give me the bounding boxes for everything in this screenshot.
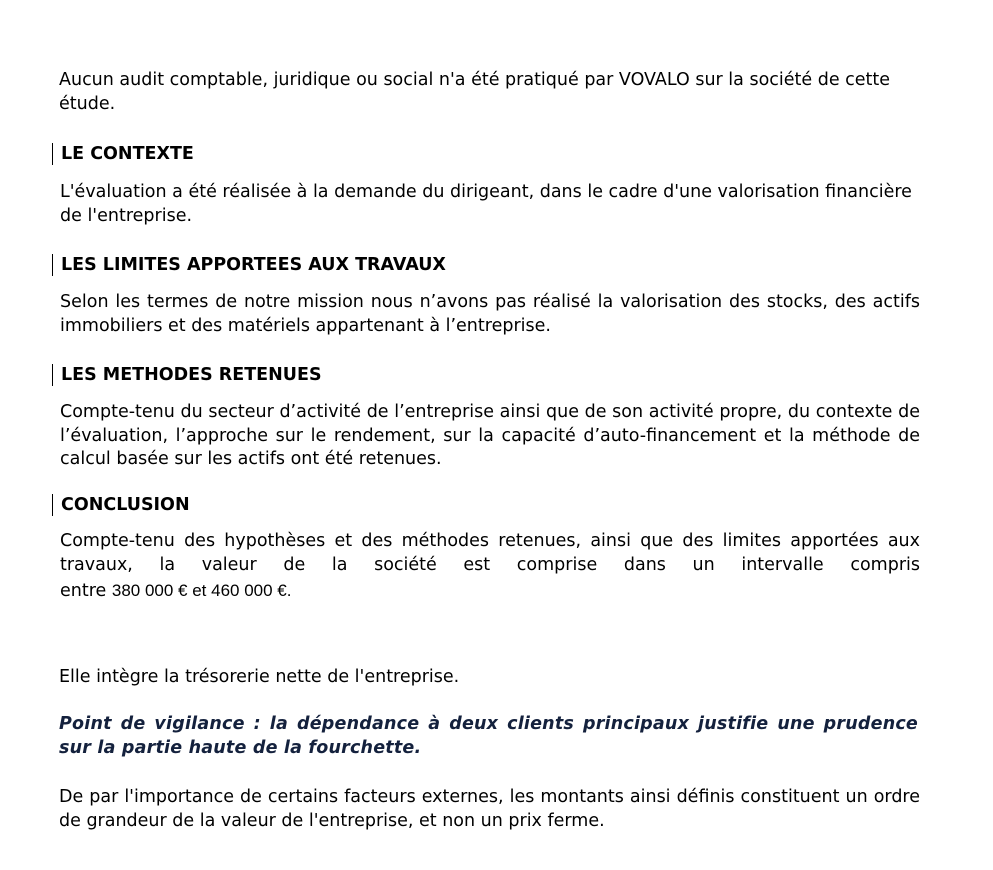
treasury-note: Elle intègre la trésorerie nette de l'entreprise. xyxy=(59,667,460,687)
section-body-conclusion: Compte-tenu des hypothèses et des méthodes retenues, ainsi que des limites apportées aux travaux, la valeur de la société est comprise dans un intervalle compris xyxy=(60,531,920,575)
section-heading-limites: LES LIMITES APPORTEES AUX TRAVAUX xyxy=(52,254,446,276)
section-body-limites: Selon les termes de notre mission nous n’avons pas réalisé la valorisation des stocks, des actifs immobiliers et des matériels appartenant à l’entreprise. xyxy=(60,292,920,336)
section-heading-conclusion: CONCLUSION xyxy=(52,494,190,516)
section-body-contexte: L'évaluation a été réalisée à la demande du dirigeant, dans le cadre d'une valorisation financière de l'entreprise. xyxy=(60,182,912,226)
vigilance-note: Point de vigilance : la dépendance à deux clients principaux justifie une prudence sur la partie haute de la fourchette. xyxy=(59,714,918,758)
conclusion-range-value: 380 000 € et 460 000 €. xyxy=(111,581,292,600)
section-heading-methodes: LES METHODES RETENUES xyxy=(52,364,322,386)
closing-note: De par l'importance de certains facteurs externes, les montants ainsi définis constituent un ordre de grandeur de la valeur de l'entreprise, et non un prix ferme. xyxy=(59,787,920,831)
section-body-methodes: Compte-tenu du secteur d’activité de l’entreprise ainsi que de son activité propre, du contexte de l’évaluation, l’approche sur le rendement, sur la capacité d’auto-financement et la méthode de calcul basée sur les actifs ont été retenues. xyxy=(60,402,920,469)
conclusion-value-range-line xyxy=(60,579,920,604)
intro-paragraph: Aucun audit comptable, juridique ou social n'a été pratiqué par VOVALO sur la société de cette étude. xyxy=(59,70,891,114)
conclusion-range-prefix: entre xyxy=(60,581,112,601)
section-heading-contexte: LE CONTEXTE xyxy=(52,143,194,165)
